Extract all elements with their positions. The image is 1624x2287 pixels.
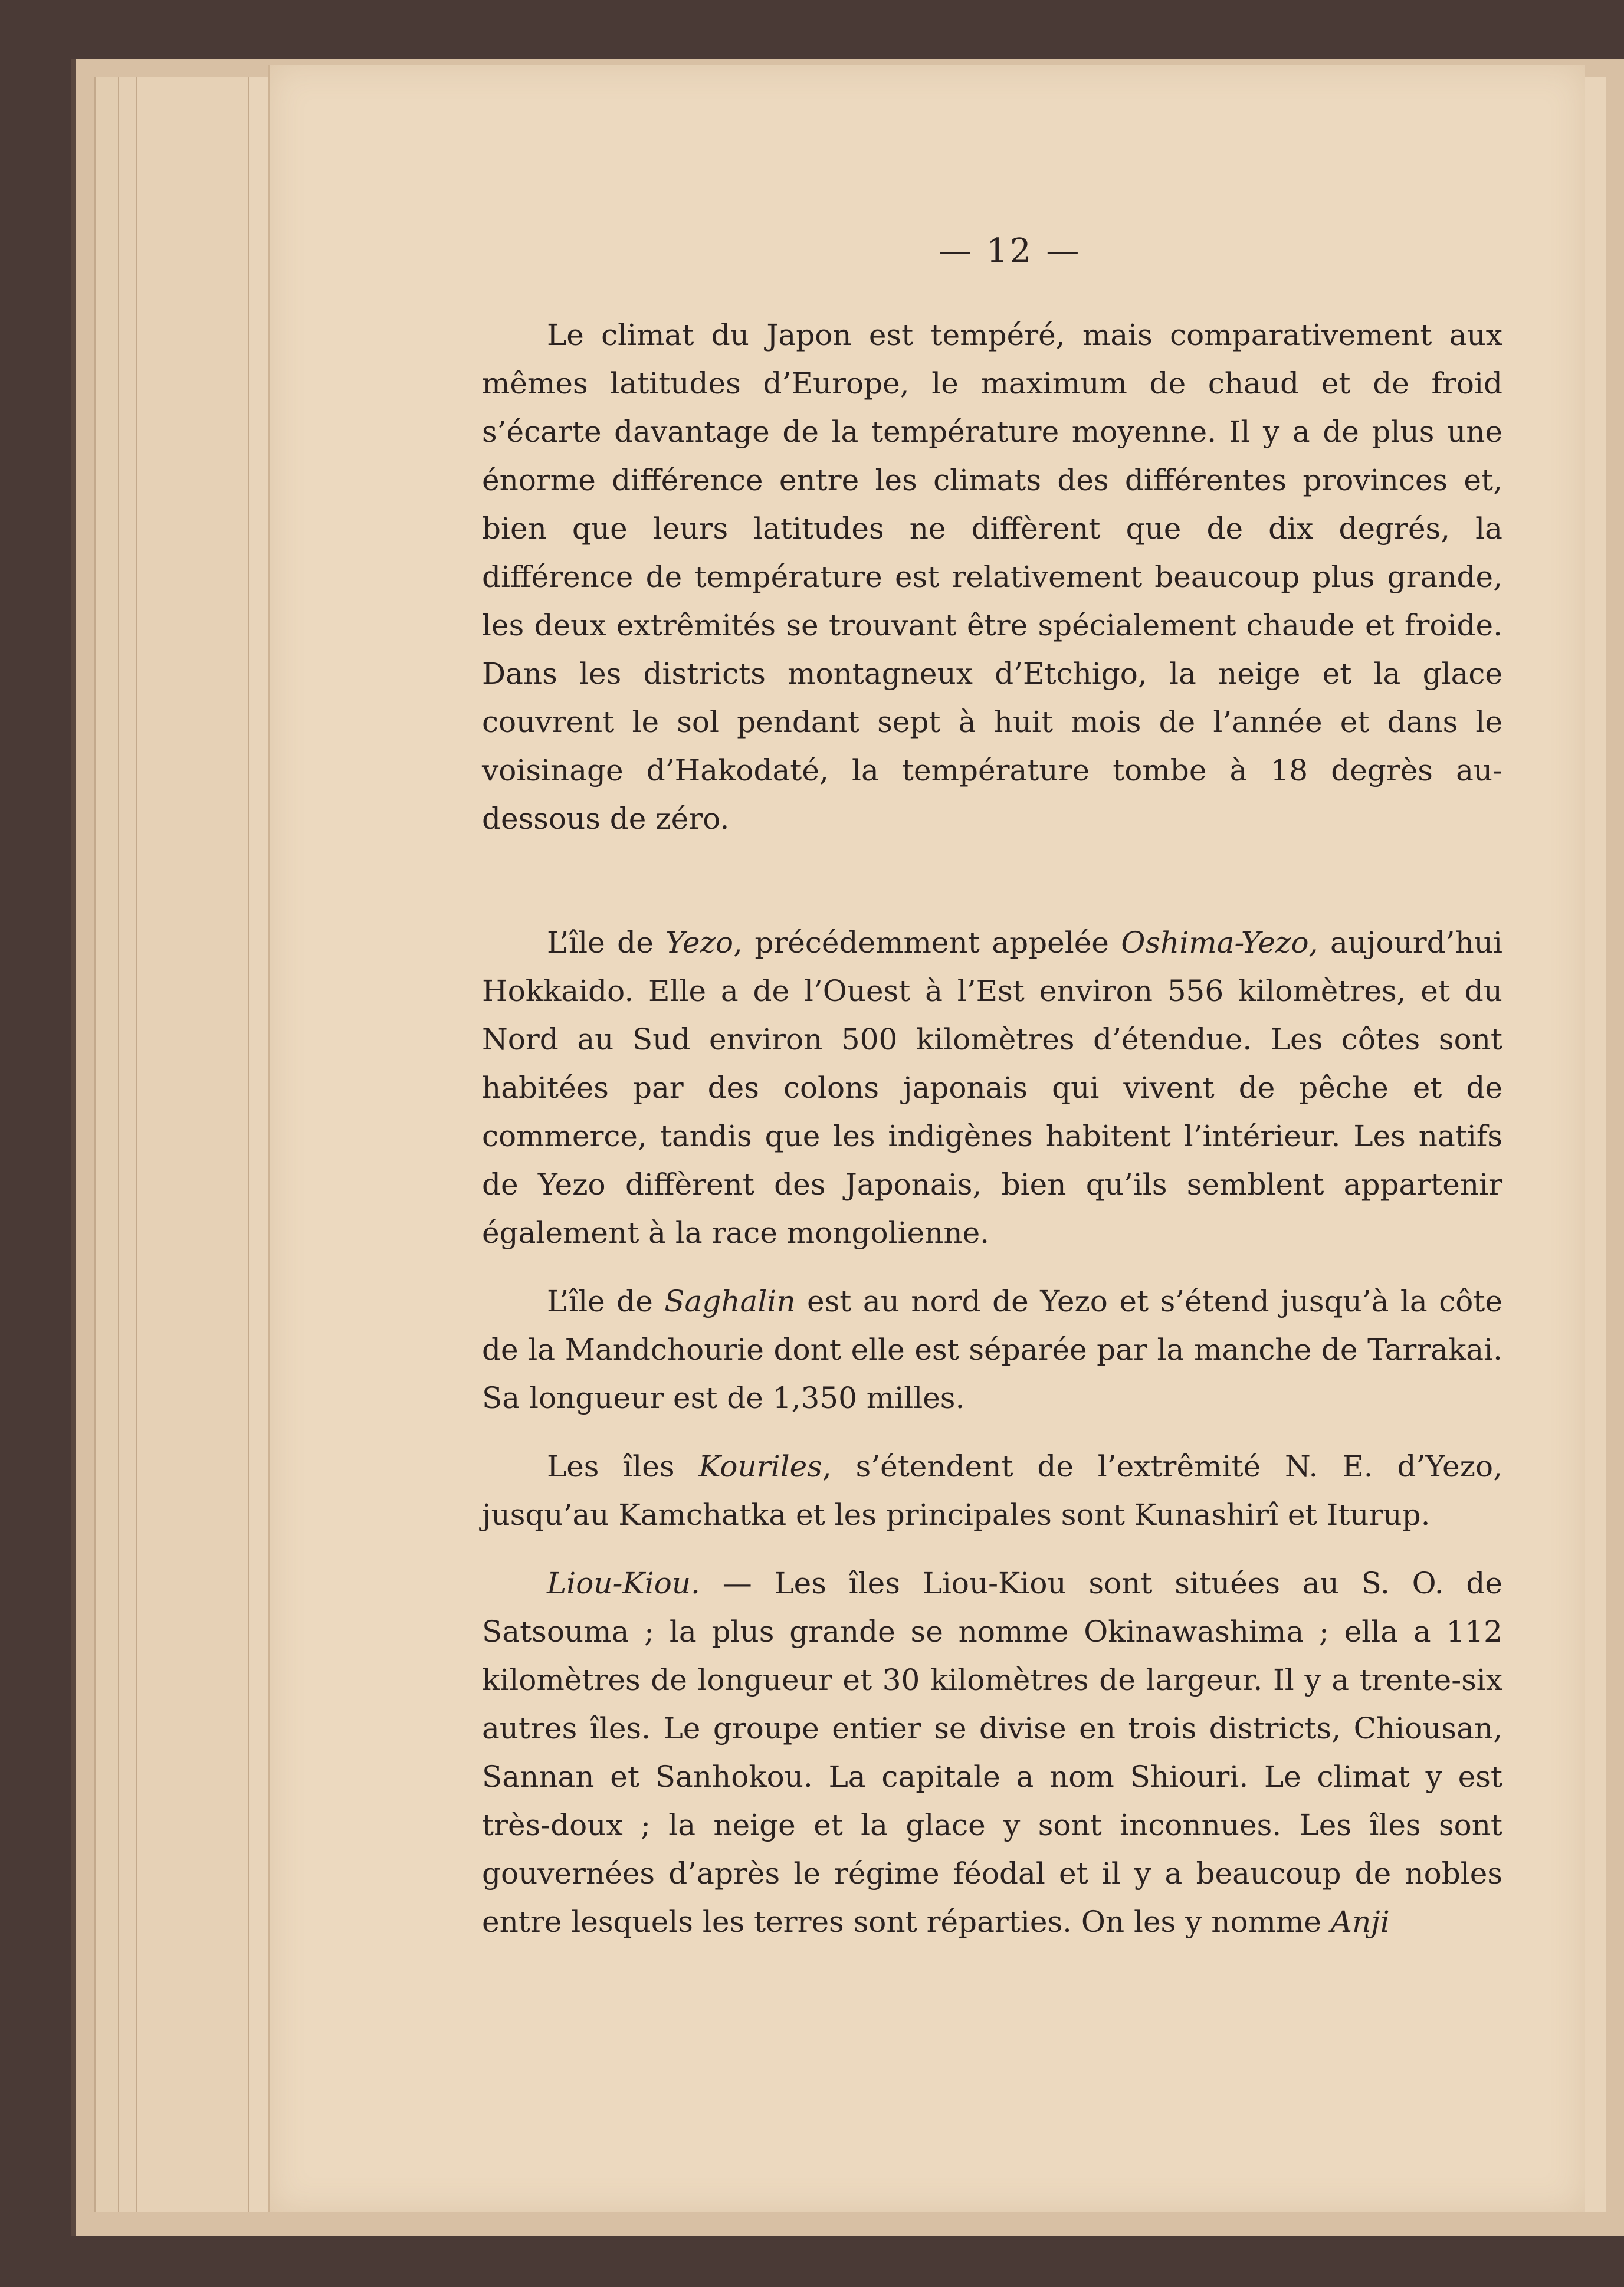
paragraph-kouriles [482, 1442, 1502, 1539]
italic-term: Anji [1330, 1905, 1390, 1939]
italic-term: Saghalin [664, 1284, 796, 1318]
page-sheet [268, 65, 1585, 2212]
paragraph-liou-kiou [482, 1559, 1502, 1946]
paragraph-text: , s’étendent de l’extrêmité N. E. d’Yezo, jusqu’au Kamchatka et les principales sont Kunashirî et Iturup. [482, 1449, 1502, 1532]
italic-term: Kouriles [698, 1449, 822, 1484]
paragraph-text: L’île de [547, 926, 666, 960]
paragraph-text: est au nord de Yezo et s’étend jusqu’à la côte de la Mandchourie dont elle est séparée par la manche de Tarrakai. Sa longueur est de 1,350 milles. [482, 1284, 1502, 1415]
paragraph-text: aujourd’hui Hokkaido. Elle a de l’Ouest à l’Est environ 556 kilomètres, et du Nord au Sud environ 500 kilomètres d’étendue. Les côtes sont habitées par des colons japonais qui vivent de pêche et de commerce, tandis que les indigènes habitent l’intérieur. Les natifs de Yezo diffèrent des Japonais, bien qu’ils semblent appartenir également à la race mongolienne. [482, 926, 1502, 1250]
paragraph-climat [482, 311, 1502, 843]
paragraph-text: — Les îles Liou-Kiou sont situées au S. O. de Satsouma ; la plus grande se nomme Okinawashima ; ella a 112 kilomètres de longueur et 30 kilomètres de largeur. Il y a trente-six autres îles. Le groupe entier se divise en trois districts, Chiousan, Sannan et Sanhokou. La capitale a nom Shiouri. Le climat y est très-doux ; la neige et la glace y sont inconnues. Les îles sont gouvernées d’après le régime féodal et il y a beaucoup de nobles entre lesquels les terres sont réparties. On les y nomme [482, 1566, 1502, 1939]
italic-term: Liou-Kiou. [547, 1566, 700, 1600]
page-number: — 12 — [938, 232, 1082, 270]
italic-term: Oshima-Yezo, [1121, 926, 1318, 960]
paragraph-text: , précédemment appelée [733, 926, 1121, 960]
paragraph-text: Les îles [547, 1449, 699, 1484]
paragraph-text: Le climat du Japon est tempéré, mais comparativement aux mêmes latitudes d’Europe, le maximum de chaud et de froid s’écarte davantage de la température moyenne. Il y a de plus une énorme différence entre les climats des différentes provinces et, bien que leurs latitudes ne diffèrent que de dix degrés, la différence de température est relativement beaucoup plus grande, les deux extrêmités se trouvant être spécialement chaude et froide. Dans les districts montagneux d’Etchigo, la neige et la glace couvrent le sol pendant sept à huit mois de l’année et dans le voisinage d’Hakodaté, la température tombe à 18 degrès au-dessous de zéro. [482, 318, 1502, 836]
paragraph-text: L’île de [547, 1284, 665, 1318]
page-text [482, 227, 1502, 1946]
paragraph-yezo [482, 918, 1502, 1257]
paragraph-saghalin [482, 1277, 1502, 1422]
italic-term: Yezo [665, 926, 733, 960]
